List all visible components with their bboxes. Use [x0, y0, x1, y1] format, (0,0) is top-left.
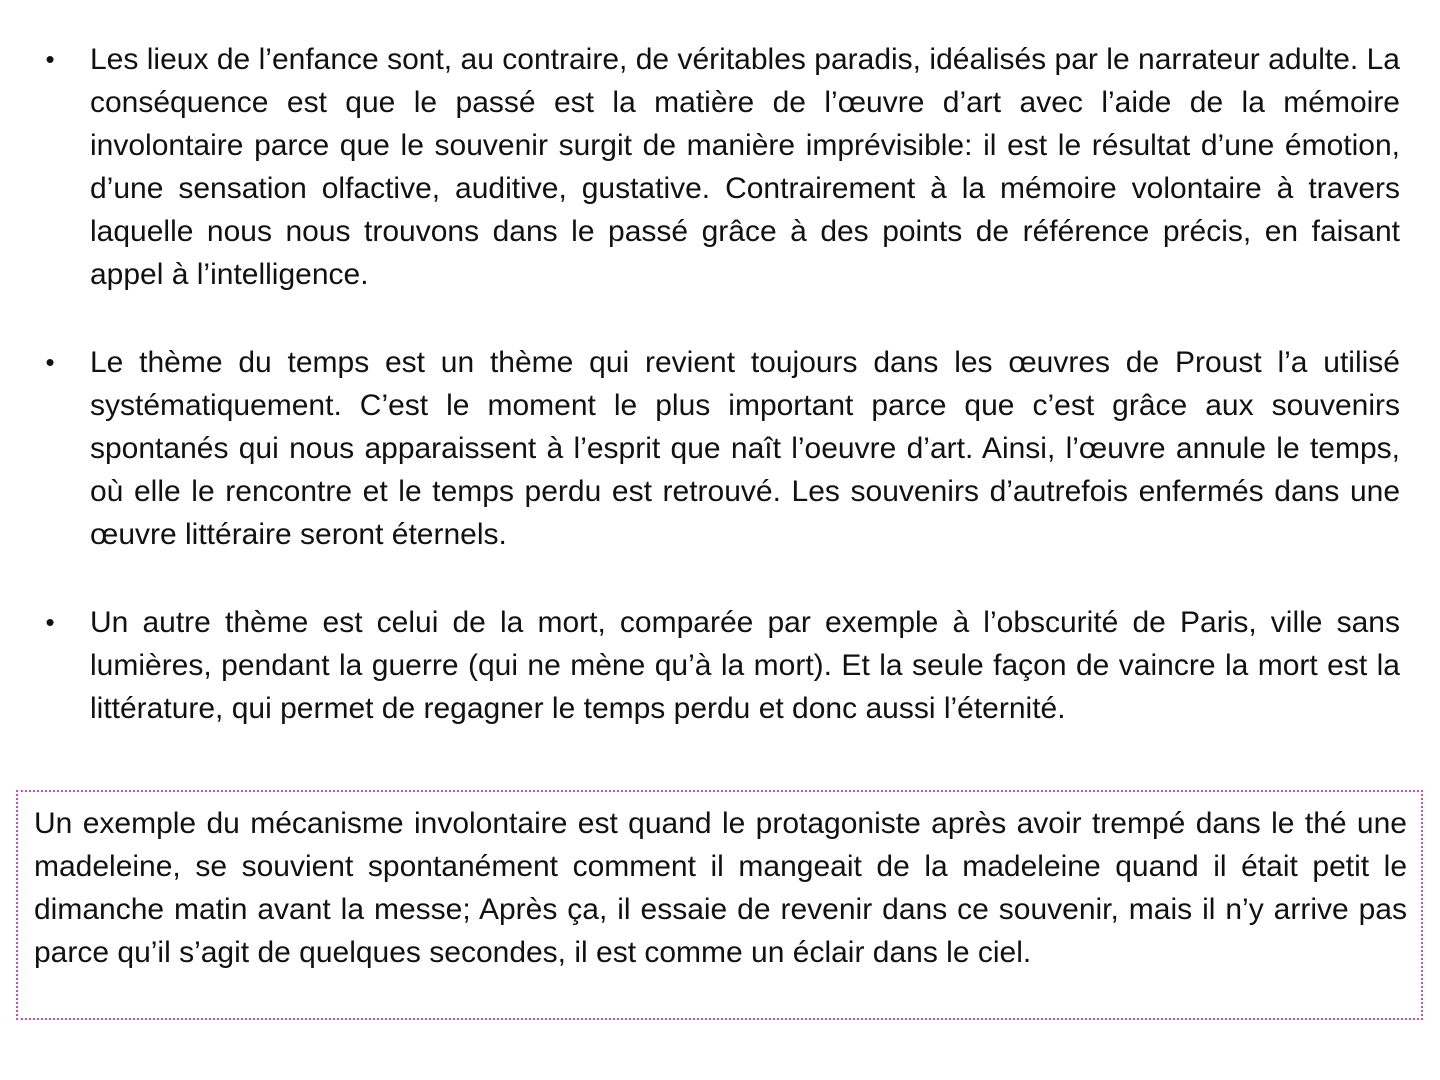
- bullet-text: Les lieux de l’enfance sont, au contraire, de véritables paradis, idéalisés par le narrateur adulte. La conséquence est que le passé est la matière de l’œuvre d’art avec l’aide de la mémoire involontaire parce que le souvenir surgit de manière imprévisible: il est le résultat d’une émotion, d’une sensation olfactive, auditive, gustative. Contrairement à la mémoire volontaire à travers laquelle nous nous trouvons dans le passé grâce à des points de référence précis, en faisant appel à l’intelligence.: [90, 43, 1400, 291]
- example-text: Un exemple du mécanisme involontaire est quand le protagoniste après avoir trempé dans le thé une madeleine, se souvient spontanément comment il mangeait de la madeleine quand il était petit le dimanche matin avant la messe; Après ça, il essaie de revenir dans ce souvenir, mais il n’y arrive pas parce qu’il s’agit de quelques secondes, il est comme un éclair dans le ciel.: [34, 807, 1407, 969]
- bullet-list: [40, 38, 1400, 730]
- bullet-text: Le thème du temps est un thème qui revient toujours dans les œuvres de Proust l’a utilisé systématiquement. C’est le moment le plus important parce que c’est grâce aux souvenirs spontanés qui nous apparaissent à l’esprit que naît l’oeuvre d’art. Ainsi, l’œuvre annule le temps, où elle le rencontre et le temps perdu est retrouvé. Les souvenirs d’autrefois enfermés dans une œuvre littéraire seront éternels.: [90, 346, 1400, 551]
- bullet-marker: •: [45, 44, 55, 74]
- bullet-marker: •: [45, 607, 55, 637]
- bullet-marker: •: [45, 347, 55, 377]
- bullet-item-time-theme: [40, 341, 1400, 556]
- example-box: [16, 790, 1423, 1020]
- bullet-item-death-theme: [40, 601, 1400, 730]
- bullet-item-childhood-places: [40, 38, 1400, 296]
- bullet-text: Un autre thème est celui de la mort, comparée par exemple à l’obscurité de Paris, ville sans lumières, pendant la guerre (qui ne mène qu’à la mort). Et la seule façon de vaincre la mort est la littérature, qui permet de regagner le temps perdu et donc aussi l’éternité.: [90, 606, 1400, 725]
